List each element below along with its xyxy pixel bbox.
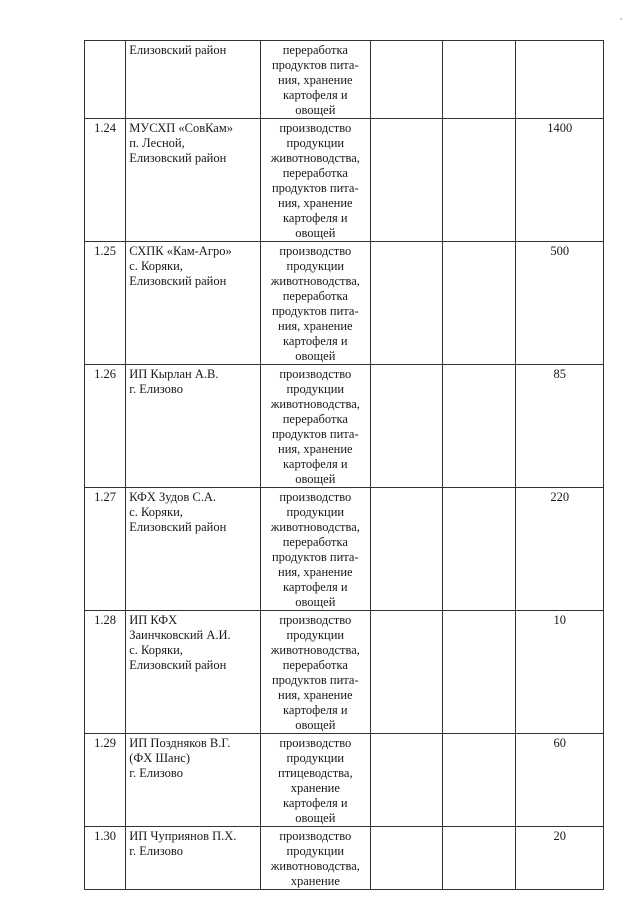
organization-line: с. Коряки, xyxy=(129,505,183,519)
activity-line: картофеля и xyxy=(283,580,348,594)
activity-line: ния, хранение xyxy=(278,442,353,456)
activity-line: продуктов пита- xyxy=(271,58,359,72)
activity-cell xyxy=(261,119,371,242)
organization-line: ИП КФХ xyxy=(129,613,178,627)
activity-line: животноводства, xyxy=(270,151,360,165)
activity-line: ния, хранение xyxy=(278,73,353,87)
organization-line: с. Коряки, xyxy=(129,259,183,273)
organization-line: п. Лесной, xyxy=(129,136,185,150)
organization-line: Заинчковский А.И. xyxy=(129,628,231,642)
row-number-cell: 1.30 xyxy=(85,827,126,890)
empty-cell-col4 xyxy=(370,611,442,734)
activity-line: картофеля и xyxy=(283,796,348,810)
organization-line: ИП Кырлан А.В. xyxy=(129,367,219,381)
organization-line: г. Елизово xyxy=(129,766,183,780)
activity-line: продукции xyxy=(286,505,345,519)
organization-line: Елизовский район xyxy=(129,43,227,57)
activity-line: производство xyxy=(279,490,352,504)
organization-line: (ФХ Шанс) xyxy=(129,751,190,765)
organization-line: ИП Поздняков В.Г. xyxy=(129,736,231,750)
activity-line: птицеводства, xyxy=(278,766,353,780)
value-cell: 10 xyxy=(516,611,604,734)
activity-line: переработка xyxy=(282,289,348,303)
activity-line: производство xyxy=(279,367,352,381)
activity-line: продукции xyxy=(286,751,345,765)
organization-cell xyxy=(126,827,261,890)
value-cell: 220 xyxy=(516,488,604,611)
activity-line: овощей xyxy=(295,103,336,117)
activity-line: овощей xyxy=(295,349,336,363)
organization-line: Елизовский район xyxy=(129,274,227,288)
row-number-cell xyxy=(85,41,126,119)
value-cell: 500 xyxy=(516,242,604,365)
value-cell: 20 xyxy=(516,827,604,890)
activity-line: продуктов пита- xyxy=(271,550,359,564)
activity-cell xyxy=(261,242,371,365)
activity-line: овощей xyxy=(295,226,336,240)
activity-line: продукции xyxy=(286,382,345,396)
organization-line: Елизовский район xyxy=(129,658,227,672)
activity-line: хранение xyxy=(290,874,340,888)
activity-line: продукции xyxy=(286,259,345,273)
activity-line: ния, хранение xyxy=(278,319,353,333)
table-row xyxy=(85,827,604,890)
activity-cell xyxy=(261,827,371,890)
activity-line: производство xyxy=(279,829,352,843)
organization-line: КФХ Зудов С.А. xyxy=(129,490,217,504)
activity-line: производство xyxy=(279,736,352,750)
row-number-cell: 1.24 xyxy=(85,119,126,242)
activity-line: переработка xyxy=(282,535,348,549)
row-number-cell: 1.29 xyxy=(85,734,126,827)
table-row xyxy=(85,119,604,242)
row-number-cell: 1.25 xyxy=(85,242,126,365)
empty-cell-col4 xyxy=(370,119,442,242)
value-cell: 1400 xyxy=(516,119,604,242)
empty-cell-col5 xyxy=(443,827,516,890)
organization-cell xyxy=(126,365,261,488)
enterprise-table xyxy=(84,40,604,890)
empty-cell-col4 xyxy=(370,734,442,827)
empty-cell-col4 xyxy=(370,365,442,488)
activity-cell xyxy=(261,365,371,488)
activity-line: картофеля и xyxy=(283,457,348,471)
empty-cell-col5 xyxy=(443,242,516,365)
activity-line: ния, хранение xyxy=(278,688,353,702)
empty-cell-col5 xyxy=(443,365,516,488)
organization-cell xyxy=(126,734,261,827)
activity-line: производство xyxy=(279,121,352,135)
activity-line: ния, хранение xyxy=(278,565,353,579)
row-number-cell: 1.27 xyxy=(85,488,126,611)
empty-cell-col4 xyxy=(370,827,442,890)
empty-cell-col4 xyxy=(370,242,442,365)
activity-line: овощей xyxy=(295,595,336,609)
activity-line: продукции xyxy=(286,844,345,858)
activity-line: овощей xyxy=(295,472,336,486)
activity-line: продуктов пита- xyxy=(271,427,359,441)
organization-line: г. Елизово xyxy=(129,382,183,396)
organization-cell xyxy=(126,119,261,242)
activity-line: производство xyxy=(279,613,352,627)
activity-line: картофеля и xyxy=(283,211,348,225)
activity-line: животноводства, xyxy=(270,859,360,873)
activity-cell xyxy=(261,488,371,611)
empty-cell-col5 xyxy=(443,734,516,827)
scan-speck xyxy=(620,18,622,20)
organization-line: г. Елизово xyxy=(129,844,183,858)
table-row xyxy=(85,41,604,119)
table-row xyxy=(85,365,604,488)
activity-line: картофеля и xyxy=(283,703,348,717)
organization-line: Елизовский район xyxy=(129,520,227,534)
value-cell xyxy=(516,41,604,119)
empty-cell-col5 xyxy=(443,41,516,119)
activity-line: продукции xyxy=(286,136,345,150)
activity-cell xyxy=(261,734,371,827)
organization-line: Елизовский район xyxy=(129,151,227,165)
empty-cell-col5 xyxy=(443,488,516,611)
organization-cell xyxy=(126,611,261,734)
empty-cell-col5 xyxy=(443,611,516,734)
activity-cell xyxy=(261,41,371,119)
activity-line: переработка xyxy=(282,658,348,672)
activity-line: овощей xyxy=(295,811,336,825)
organization-cell xyxy=(126,242,261,365)
activity-line: картофеля и xyxy=(283,334,348,348)
organization-line: с. Коряки, xyxy=(129,643,183,657)
table-row xyxy=(85,611,604,734)
activity-line: животноводства, xyxy=(270,643,360,657)
organization-cell xyxy=(126,488,261,611)
activity-line: производство xyxy=(279,244,352,258)
value-cell: 85 xyxy=(516,365,604,488)
row-number-cell: 1.26 xyxy=(85,365,126,488)
empty-cell-col4 xyxy=(370,488,442,611)
activity-cell xyxy=(261,611,371,734)
value-cell: 60 xyxy=(516,734,604,827)
activity-line: переработка xyxy=(282,166,348,180)
organization-line: СХПК «Кам-Агро» xyxy=(129,244,232,258)
activity-line: переработка xyxy=(282,412,348,426)
activity-line: животноводства, xyxy=(270,274,360,288)
organization-cell xyxy=(126,41,261,119)
activity-line: животноводства, xyxy=(270,397,360,411)
activity-line: овощей xyxy=(295,718,336,732)
activity-line: картофеля и xyxy=(283,88,348,102)
activity-line: продуктов пита- xyxy=(271,181,359,195)
activity-line: продукции xyxy=(286,628,345,642)
activity-line: хранение xyxy=(290,781,340,795)
activity-line: животноводства, xyxy=(270,520,360,534)
table-row xyxy=(85,242,604,365)
empty-cell-col4 xyxy=(370,41,442,119)
activity-line: переработка xyxy=(282,43,348,57)
table-body xyxy=(85,41,604,890)
table-row xyxy=(85,488,604,611)
row-number-cell: 1.28 xyxy=(85,611,126,734)
table-row xyxy=(85,734,604,827)
activity-line: продуктов пита- xyxy=(271,304,359,318)
activity-line: ния, хранение xyxy=(278,196,353,210)
empty-cell-col5 xyxy=(443,119,516,242)
activity-line: продуктов пита- xyxy=(271,673,359,687)
organization-line: ИП Чуприянов П.Х. xyxy=(129,829,237,843)
organization-line: МУСХП «СовКам» xyxy=(129,121,234,135)
